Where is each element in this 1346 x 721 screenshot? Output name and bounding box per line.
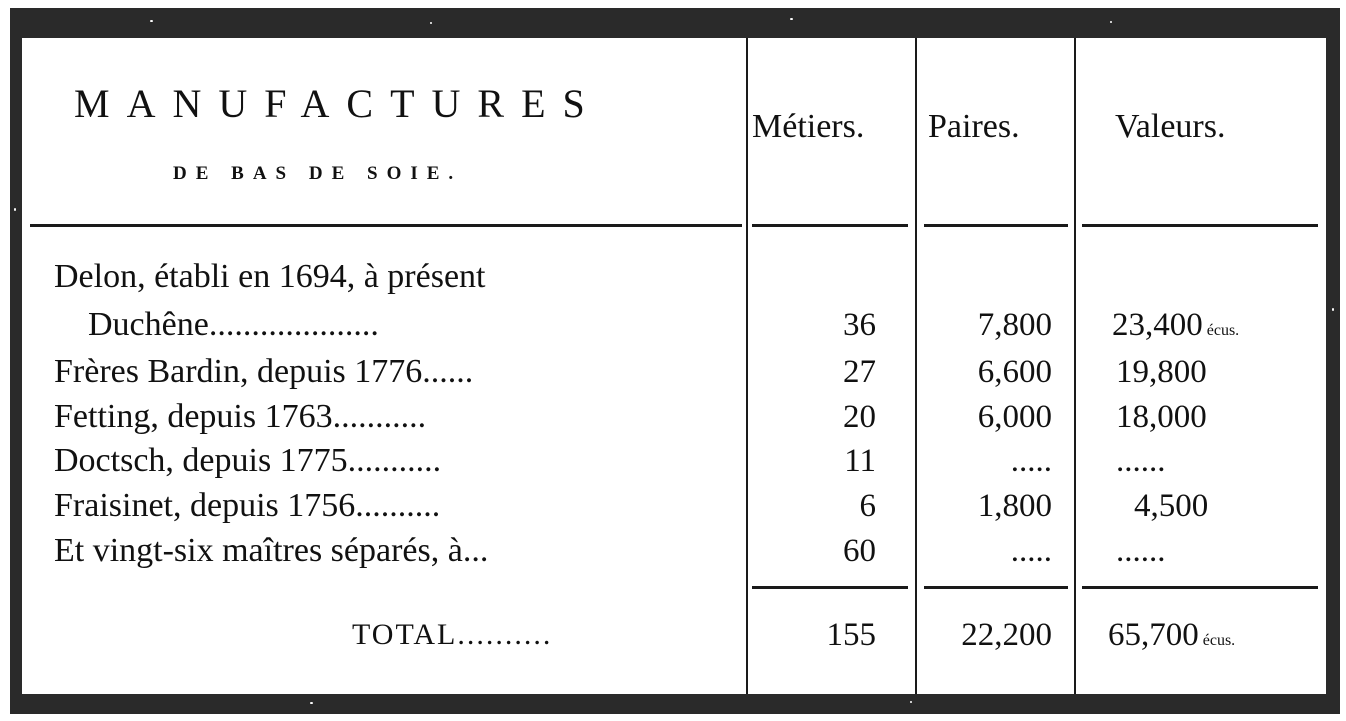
- cell-metiers: 20: [843, 399, 876, 435]
- unit-label: écus.: [1206, 322, 1240, 339]
- cell-metiers: 6: [859, 488, 876, 524]
- column-divider: [1074, 38, 1076, 694]
- header-rule: [924, 224, 1068, 227]
- table-border: [10, 8, 1340, 714]
- column-divider: [915, 38, 917, 694]
- cell-metiers: 36: [843, 307, 876, 343]
- total-valeurs: 65,700 écus.: [1108, 617, 1236, 653]
- total-paires: 22,200: [961, 617, 1052, 653]
- total-rule: [752, 586, 908, 589]
- row-name: Doctsch, depuis 1775...........: [54, 442, 442, 479]
- cell-metiers: 60: [843, 533, 876, 569]
- cell-paires: .....: [1010, 533, 1052, 569]
- total-rule: [924, 586, 1068, 589]
- cell-paires: 6,000: [977, 399, 1052, 435]
- row-name: Duchêne....................: [88, 306, 379, 343]
- cell-metiers: 11: [844, 443, 876, 479]
- total-metiers: 155: [826, 617, 876, 653]
- cell-valeurs: 4,500: [1134, 488, 1209, 524]
- cell-paires: 7,800: [977, 307, 1052, 343]
- cell-valeurs: ......: [1116, 533, 1166, 569]
- row-name: Delon, établi en 1694, à présent: [54, 258, 486, 295]
- cell-valeurs: 23,400 écus.: [1112, 307, 1240, 343]
- row-name: Fetting, depuis 1763...........: [54, 398, 427, 435]
- total-label: TOTAL..........: [352, 618, 553, 651]
- column-header-paires: Paires.: [928, 108, 1020, 145]
- cell-valeurs: ......: [1116, 443, 1166, 479]
- column-divider: [746, 38, 748, 694]
- cell-paires: 1,800: [977, 488, 1052, 524]
- header-rule: [30, 224, 742, 227]
- cell-valeurs: 18,000: [1116, 399, 1207, 435]
- row-name: Et vingt-six maîtres séparés, à...: [54, 532, 489, 569]
- table-body: [22, 38, 1326, 694]
- unit-label: écus.: [1202, 632, 1236, 649]
- table-subtitle: DE BAS DE SOIE.: [173, 163, 463, 184]
- total-rule: [1082, 586, 1318, 589]
- cell-valeurs: 19,800: [1116, 354, 1207, 390]
- table-title: MANUFACTURES: [74, 81, 602, 126]
- row-name: Frères Bardin, depuis 1776......: [54, 353, 474, 390]
- cell-metiers: 27: [843, 354, 876, 390]
- header-rule: [1082, 224, 1318, 227]
- cell-paires: .....: [1010, 443, 1052, 479]
- row-name: Fraisinet, depuis 1756..........: [54, 487, 441, 524]
- column-header-metiers: Métiers.: [752, 108, 865, 145]
- header-rule: [752, 224, 908, 227]
- cell-paires: 6,600: [977, 354, 1052, 390]
- column-header-valeurs: Valeurs.: [1115, 108, 1226, 145]
